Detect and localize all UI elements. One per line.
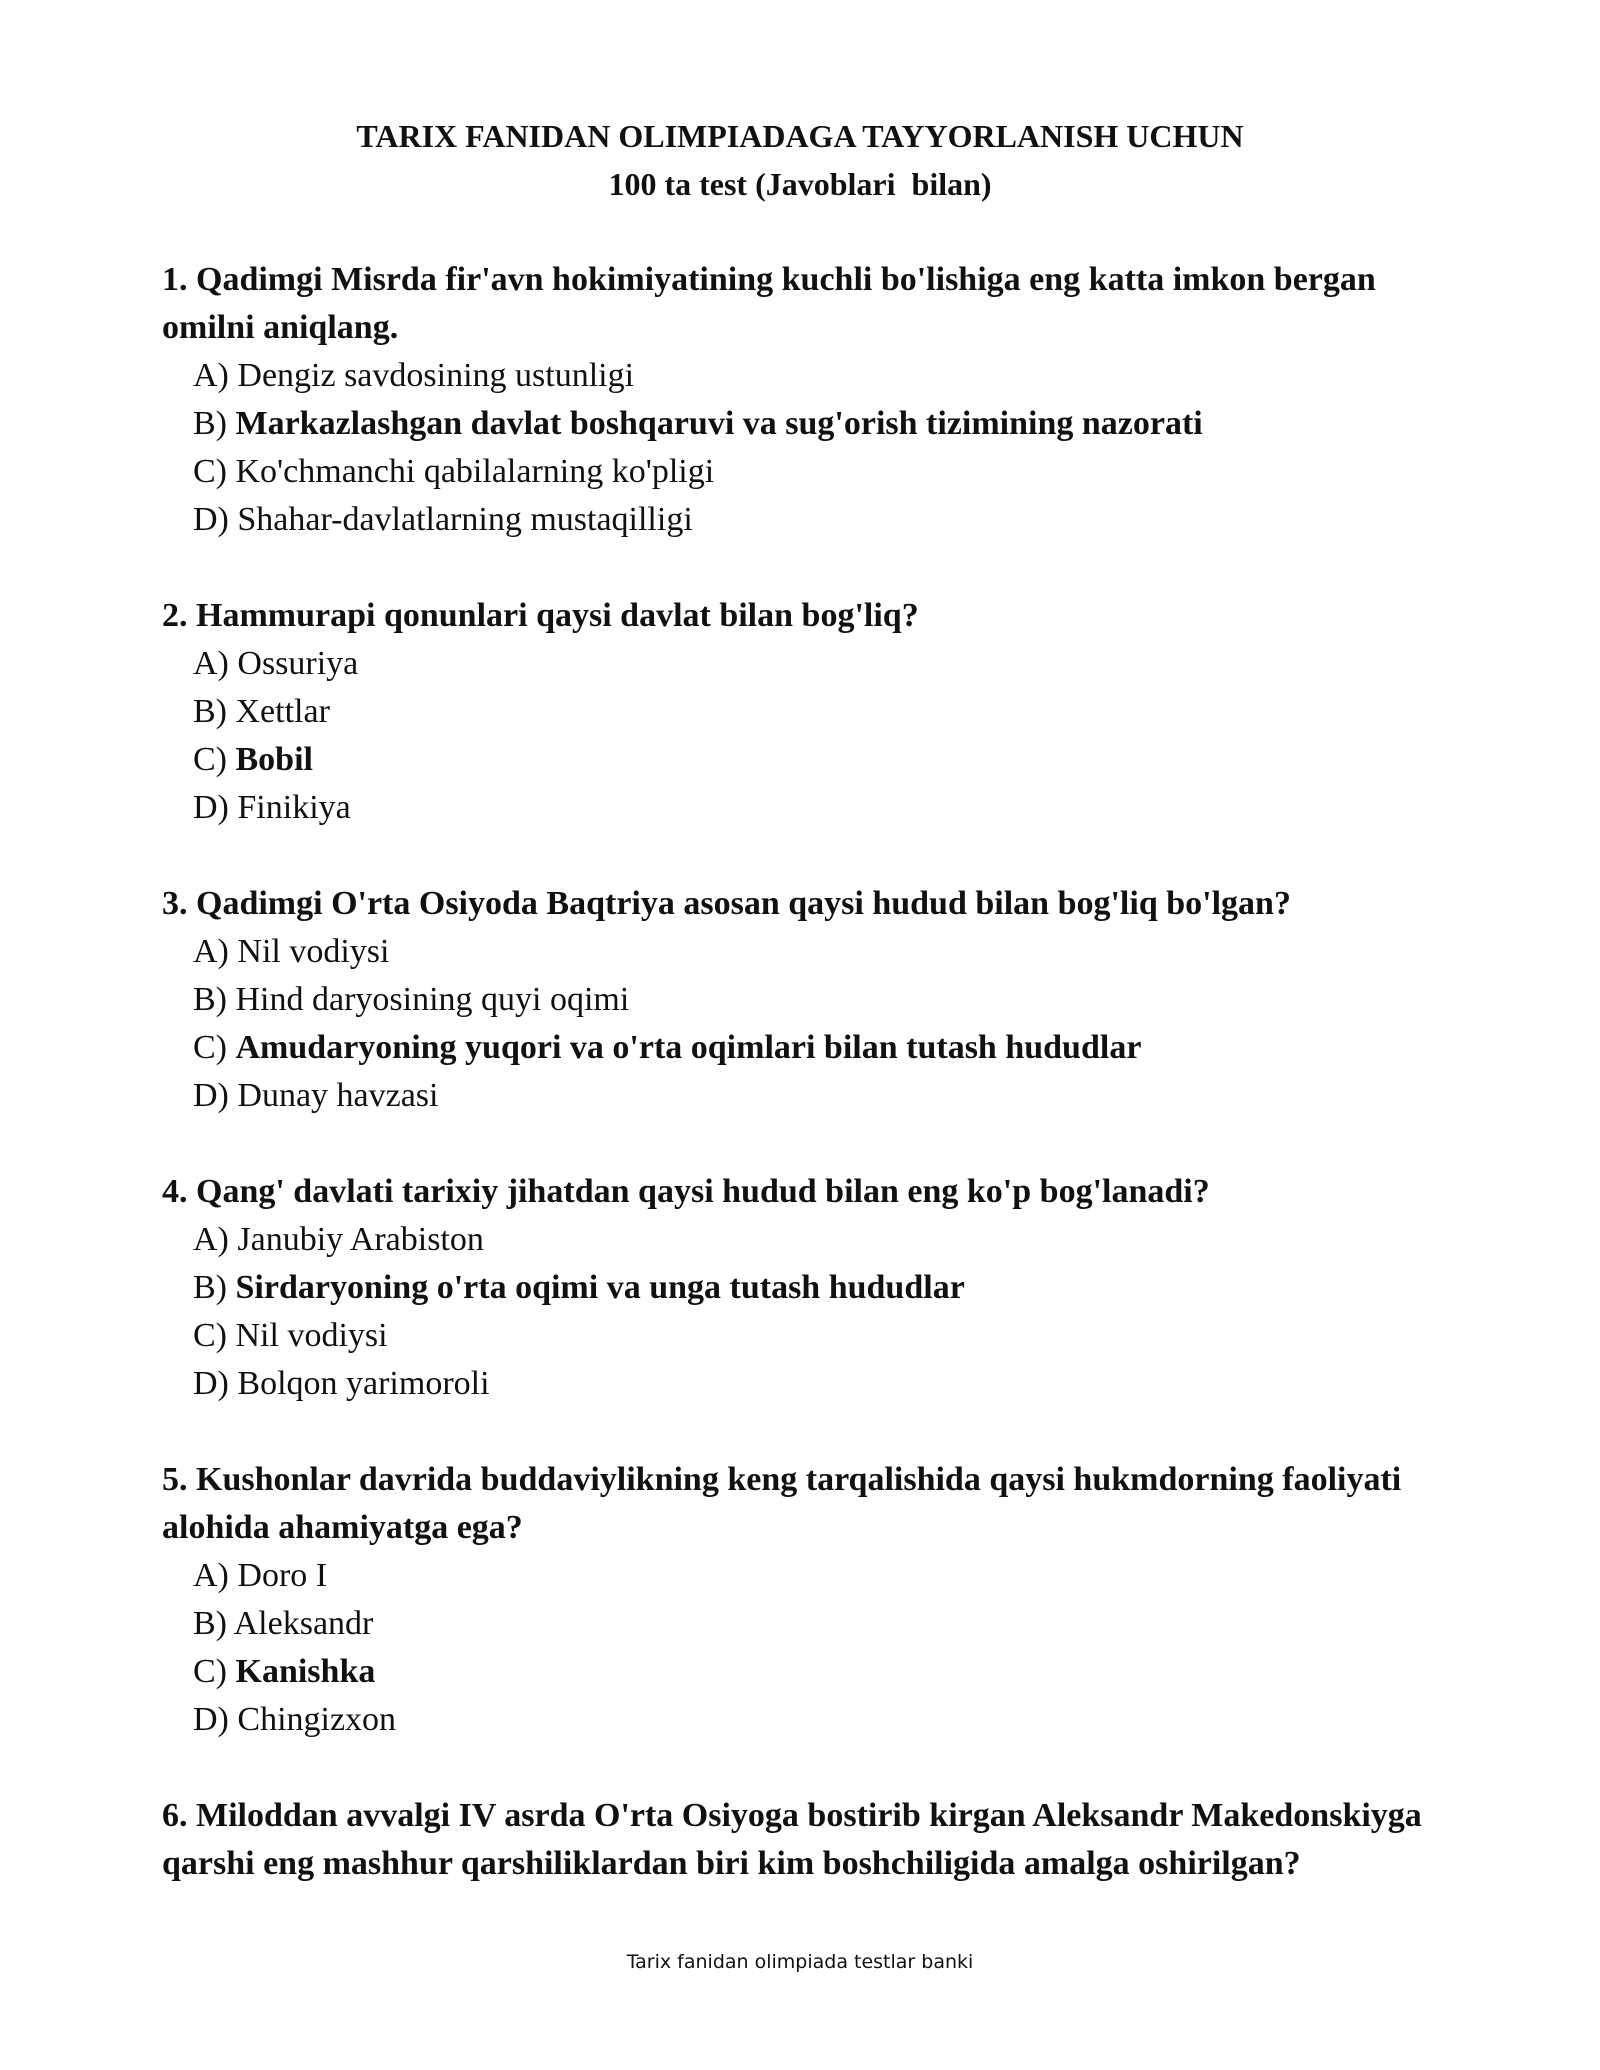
question-text: 1. Qadimgi Misrda fir'avn hokimiyatining kuchli bo'lishiga eng katta imkon bergan omilni aniqlang. bbox=[162, 261, 1376, 346]
option-b bbox=[162, 1600, 1422, 1648]
option-letter: B) bbox=[193, 981, 227, 1018]
option-letter: C) bbox=[193, 741, 227, 778]
correct-answer-text: Kanishka bbox=[235, 1653, 376, 1690]
option-c bbox=[162, 448, 1422, 496]
question-text: 4. Qang' davlati tarixiy jihatdan qaysi hudud bilan eng ko'p bog'lanadi? bbox=[162, 1173, 1210, 1210]
option-letter: A) bbox=[193, 1221, 229, 1258]
option-d bbox=[162, 1360, 1422, 1408]
question-text: 3. Qadimgi O'rta Osiyoda Baqtriya asosan qaysi hudud bilan bog'liq bo'lgan? bbox=[162, 885, 1291, 922]
option-list bbox=[162, 928, 1422, 1120]
option-d bbox=[162, 1696, 1422, 1744]
option-b bbox=[162, 1264, 1422, 1312]
option-letter: B) bbox=[193, 1605, 227, 1642]
correct-answer-text: Markazlashgan davlat boshqaruvi va sug'orish tizimining nazorati bbox=[235, 405, 1203, 442]
option-text: Doro I bbox=[237, 1557, 328, 1594]
option-list bbox=[162, 352, 1422, 544]
question-text: 6. Miloddan avvalgi IV asrda O'rta Osiyoga bostirib kirgan Aleksandr Makedonskiyga qarshi eng mashhur qarshiliklardan biri kim boshchiligida amalga oshirilgan? bbox=[162, 1797, 1422, 1882]
option-text: Nil vodiysi bbox=[237, 933, 390, 970]
option-b bbox=[162, 976, 1422, 1024]
option-text: Xettlar bbox=[235, 693, 330, 730]
question-1 bbox=[162, 256, 1422, 544]
option-text: Ossuriya bbox=[237, 645, 359, 682]
question-6 bbox=[162, 1792, 1422, 1888]
option-c bbox=[162, 1648, 1422, 1696]
option-d bbox=[162, 496, 1422, 544]
option-letter: D) bbox=[193, 1701, 229, 1738]
document-header bbox=[0, 112, 1600, 208]
option-text: Dengiz savdosining ustunligi bbox=[237, 357, 635, 394]
option-b bbox=[162, 400, 1422, 448]
correct-answer-text: Bobil bbox=[235, 741, 313, 778]
option-letter: A) bbox=[193, 357, 229, 394]
question-list bbox=[162, 256, 1422, 1936]
question-3 bbox=[162, 880, 1422, 1120]
option-a bbox=[162, 352, 1422, 400]
option-b bbox=[162, 688, 1422, 736]
option-c bbox=[162, 1024, 1422, 1072]
option-letter: C) bbox=[193, 1317, 227, 1354]
option-letter: A) bbox=[193, 1557, 229, 1594]
option-text: Shahar-davlatlarning mustaqilligi bbox=[237, 501, 693, 538]
option-text: Bolqon yarimoroli bbox=[237, 1365, 490, 1402]
option-text: Chingizxon bbox=[237, 1701, 397, 1738]
document-title: TARIX FANIDAN OLIMPIADAGA TAYYORLANISH UCHUN bbox=[356, 118, 1244, 154]
option-letter: C) bbox=[193, 1653, 227, 1690]
option-text: Janubiy Arabiston bbox=[237, 1221, 484, 1258]
option-letter: B) bbox=[193, 693, 227, 730]
option-text: Aleksandr bbox=[233, 1605, 374, 1642]
option-letter: B) bbox=[193, 405, 227, 442]
option-letter: B) bbox=[193, 1269, 227, 1306]
option-list bbox=[162, 1216, 1422, 1408]
option-letter: A) bbox=[193, 645, 229, 682]
option-text: Ko'chmanchi qabilalarning ko'pligi bbox=[235, 453, 715, 490]
option-d bbox=[162, 784, 1422, 832]
option-text: Finikiya bbox=[237, 789, 351, 826]
page-footer: Tarix fanidan olimpiada testlar banki bbox=[626, 1951, 974, 1973]
option-d bbox=[162, 1072, 1422, 1120]
option-letter: A) bbox=[193, 933, 229, 970]
correct-answer-text: Amudaryoning yuqori va o'rta oqimlari bilan tutash hududlar bbox=[235, 1029, 1142, 1066]
option-text: Hind daryosining quyi oqimi bbox=[235, 981, 630, 1018]
option-letter: C) bbox=[193, 1029, 227, 1066]
question-4 bbox=[162, 1168, 1422, 1408]
question-2 bbox=[162, 592, 1422, 832]
option-c bbox=[162, 736, 1422, 784]
question-5 bbox=[162, 1456, 1422, 1744]
option-a bbox=[162, 640, 1422, 688]
option-letter: D) bbox=[193, 1365, 229, 1402]
correct-answer-text: Sirdaryoning o'rta oqimi va unga tutash hududlar bbox=[235, 1269, 965, 1306]
document-subtitle: 100 ta test (Javoblari bilan) bbox=[608, 166, 992, 202]
option-list bbox=[162, 1552, 1422, 1744]
option-a bbox=[162, 1552, 1422, 1600]
option-list bbox=[162, 640, 1422, 832]
option-letter: D) bbox=[193, 789, 229, 826]
question-text: 2. Hammurapi qonunlari qaysi davlat bilan bog'liq? bbox=[162, 597, 919, 634]
option-text: Dunay havzasi bbox=[237, 1077, 439, 1114]
option-a bbox=[162, 1216, 1422, 1264]
option-letter: D) bbox=[193, 1077, 229, 1114]
option-a bbox=[162, 928, 1422, 976]
option-text: Nil vodiysi bbox=[235, 1317, 388, 1354]
option-c bbox=[162, 1312, 1422, 1360]
option-letter: D) bbox=[193, 501, 229, 538]
option-letter: C) bbox=[193, 453, 227, 490]
question-text: 5. Kushonlar davrida buddaviylikning keng tarqalishida qaysi hukmdorning faoliyati alohida ahamiyatga ega? bbox=[162, 1461, 1402, 1546]
